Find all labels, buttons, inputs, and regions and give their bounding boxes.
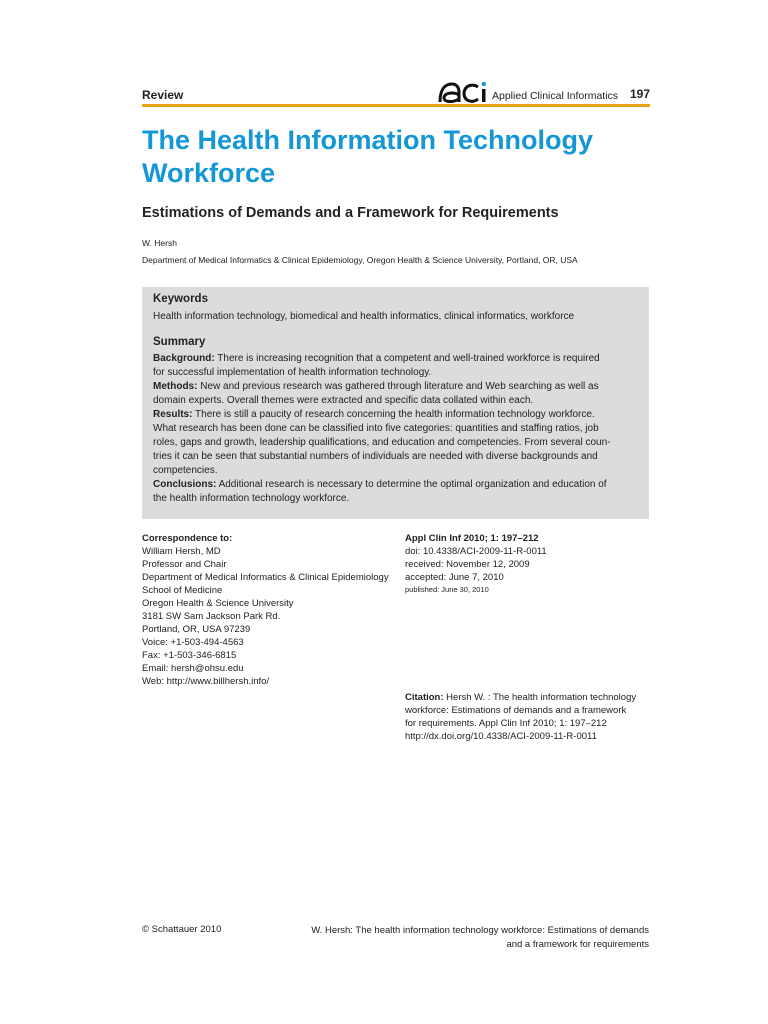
- copyright: © Schattauer 2010: [142, 924, 222, 935]
- summary-line: roles, gaps and growth, leadership qualifications, and education and competencies. From several coun-: [153, 437, 611, 448]
- summary-line: for successful implementation of health information technology.: [153, 367, 432, 378]
- summary-heading: Summary: [153, 336, 206, 348]
- summary-line: There is increasing recognition that a competent and well-trained workforce is required: [214, 353, 600, 364]
- doi: doi: 10.4338/ACI-2009-11-R-0011: [405, 546, 547, 557]
- summary-line: Additional research is necessary to determine the optimal organization and education of: [216, 479, 607, 490]
- correspondence-line: William Hersh, MD: [142, 546, 221, 557]
- correspondence-line: Fax: +1-503-346-6815: [142, 650, 237, 661]
- summary-text: [153, 352, 641, 506]
- methods-label: Methods:: [153, 381, 198, 392]
- article-title: [142, 124, 650, 190]
- correspondence-line: School of Medicine: [142, 585, 223, 596]
- correspondence-web-link[interactable]: Web: http://www.billhersh.info/: [142, 676, 270, 687]
- published-date: published: June 30, 2010: [405, 585, 489, 594]
- keywords-text: Health information technology, biomedical and health informatics, clinical informatics, workforce: [153, 311, 575, 322]
- journal-citation: Appl Clin Inf 2010; 1: 197–212: [405, 533, 539, 544]
- author: W. Hersh: [142, 238, 177, 248]
- summary-line: tries it can be seen that substantial numbers of individuals are needed with diverse backgrounds and: [153, 451, 598, 462]
- received-date: received: November 12, 2009: [405, 559, 530, 570]
- summary-line: the health information technology workforce.: [153, 493, 350, 504]
- correspondence-line: Oregon Health & Science University: [142, 598, 294, 609]
- correspondence-email[interactable]: Email: hersh@ohsu.edu: [142, 663, 244, 674]
- summary-line: competencies.: [153, 465, 218, 476]
- publication-meta: [405, 532, 653, 596]
- citation-line: Hersh W. : The health information technology: [443, 692, 637, 703]
- correspondence-block: [142, 532, 397, 688]
- summary-line: domain experts. Overall themes were extracted and specific data collated within each.: [153, 395, 534, 406]
- page-number: 197: [629, 87, 650, 101]
- title-line: Workforce: [142, 158, 276, 188]
- citation-line: workforce: Estimations of demands and a framework: [405, 705, 627, 716]
- keywords-heading: Keywords: [153, 293, 208, 305]
- correspondence-line: Department of Medical Informatics & Clinical Epidemiology: [142, 572, 389, 583]
- correspondence-line: 3181 SW Sam Jackson Park Rd.: [142, 611, 281, 622]
- correspondence-heading: Correspondence to:: [142, 533, 233, 544]
- background-label: Background:: [153, 353, 215, 364]
- citation-line: for requirements. Appl Clin Inf 2010; 1: 197–212: [405, 718, 607, 729]
- conclusions-label: Conclusions:: [153, 479, 217, 490]
- journal-logo-icon: [438, 80, 490, 104]
- title-line: The Health Information Technology: [142, 125, 594, 155]
- summary-line: There is still a paucity of research concerning the health information technology workforce.: [192, 409, 595, 420]
- correspondence-line: Professor and Chair: [142, 559, 227, 570]
- header-rule: [142, 104, 650, 107]
- article-subtitle: Estimations of Demands and a Framework for Requirements: [142, 205, 559, 221]
- results-label: Results:: [153, 409, 193, 420]
- correspondence-line: Portland, OR, USA 97239: [142, 624, 251, 635]
- accepted-date: accepted: June 7, 2010: [405, 572, 504, 583]
- citation-label: Citation:: [405, 692, 444, 703]
- summary-line: What research has been done can be classified into five categories: quantities and staffing ratios, job: [153, 423, 599, 434]
- summary-line: New and previous research was gathered through literature and Web searching as well as: [197, 381, 599, 392]
- citation-block: [405, 691, 653, 743]
- journal-name: Applied Clinical Informatics: [492, 90, 619, 102]
- running-footer-line: W. Hersh: The health information technology workforce: Estimations of demands: [311, 925, 649, 936]
- running-footer: [300, 924, 649, 952]
- correspondence-line: Voice: +1-503-494-4563: [142, 637, 244, 648]
- affiliation: Department of Medical Informatics & Clinical Epidemiology, Oregon Health & Science University, Portland, OR, USA: [142, 255, 578, 265]
- running-footer-line: and a framework for requirements: [506, 939, 649, 950]
- citation-doi-link[interactable]: http://dx.doi.org/10.4338/ACI-2009-11-R-0011: [405, 731, 597, 742]
- section-label: Review: [142, 88, 184, 102]
- abstract-box: [142, 287, 649, 519]
